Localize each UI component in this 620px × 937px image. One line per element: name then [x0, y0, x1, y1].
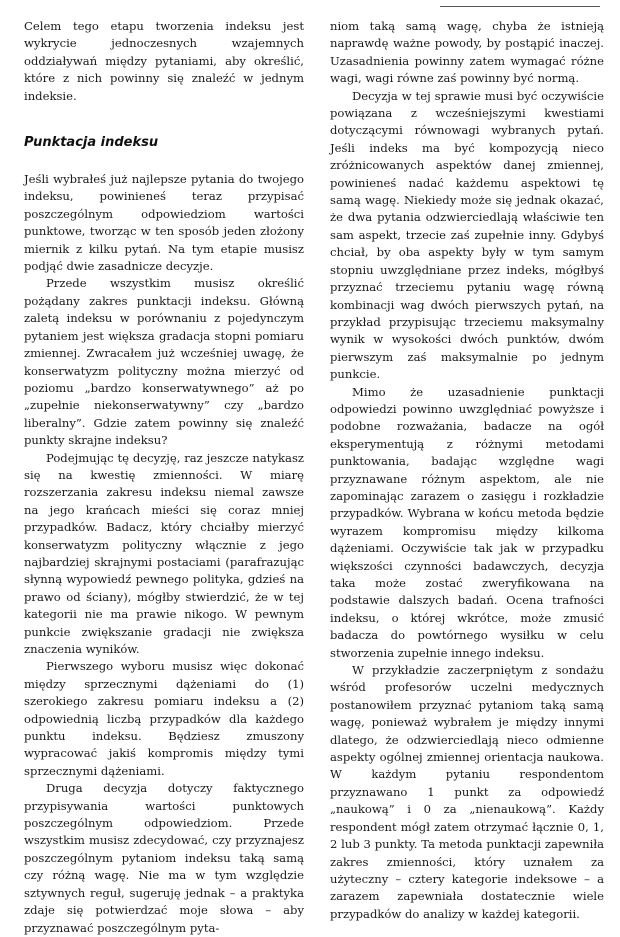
section-heading: Punktacja indeksu	[24, 135, 159, 151]
body-paragraph: Pierwszego wyboru musisz więc dokonać między sprzecznymi dążeniami do (1) szerokiego zakresu pomiaru indeksu a (2) odpowiednią liczbą przypadków dla każdego punktu indeksu. Będziesz zmuszony wypracować jakiś kompromis między tymi sprzecznymi dążeniami.	[24, 659, 304, 778]
running-header-rule	[440, 0, 600, 7]
intro-paragraph: Celem tego etapu tworzenia indeksu jest wykrycie jednoczesnych wzajemnych oddziaływań między pytaniami, aby określić, które z nich powinny się znaleźć w jednym indeksie.	[24, 19, 304, 103]
body-paragraph: Przede wszystkim musisz określić pożądany zakres punktacji indeksu. Główną zaletą indeksu w porównaniu z pojedynczym pytaniem jest większa gradacja stopni pomiaru zmiennej. Zwracałem już wcześniej uwagę, że konserwatyzm polityczny można mierzyć od poziomu „bardzo konserwatywnego” aż po „zupełnie niekonserwatywny” czy „bardzo liberalny”. Gdzie zatem powinny się znaleźć punkty skrajne indeksu?	[24, 276, 304, 448]
body-paragraph: Jeśli wybrałeś już najlepsze pytania do twojego indeksu, powinieneś teraz przypisać poszczególnym odpowiedziom wartości punktowe, tworząc w ten sposób jeden złożony miernik z kilku pytań. Na tym etapie musisz podjąć dwie zasadnicze decyzje.	[24, 172, 304, 274]
body-paragraph: Decyzja w tej sprawie musi być oczywiście powiązana z wcześniejszymi kwestiami dotyczącymi równowagi wybranych pytań. Jeśli indeks ma być kompozycją nieco zróżnicowanych aspektów danej zmiennej, powinieneś nadać każdemu aspektowi tę samą wagę. Niekiedy może się jednak okazać, że dwa pytania odzwierciedlają właściwie ten sam aspekt, trzecie zaś zupełnie inny. Gdybyś chciał, by oba aspekty były w tym samym stopniu uwzględniane przez indeks, mógłbyś przyznać trzeciemu pytaniu wagę równą kombinacji wag dwóch pierwszych pytań, na przykład przypisując trzeciemu maksymalny wynik w wysokości dwóch punktów, dwóm pierwszym zaś maksymalnie po jednym punkcie.	[330, 88, 604, 382]
body-paragraph: Podejmując tę decyzję, raz jeszcze natykasz się na kwestię zmienności. W miarę rozszerzania zakresu indeksu niemal zawsze na jego krańcach mieści się coraz mniej przypadków. Badacz, który chciałby mierzyć konserwatyzm polityczny włącznie z jego najbardziej skrajnymi postaciami (parafrazując słynną wypowiedź pewnego polityka, gdzieś na prawo od ściany), mógłby stwierdzić, że w tej kategorii nie ma prawie nikogo. W pewnym punkcie zwiększanie gradacji nie zwiększa znaczenia wyników.	[24, 450, 304, 656]
left-column	[24, 18, 304, 937]
right-column	[330, 18, 604, 923]
body-paragraph: W przykładzie zaczerpniętym z sondażu wśród profesorów uczelni medycznych postanowiłem przyznać pytaniom taką samą wagę, ponieważ wybrałem je między innymi dlatego, że odzwierciedlają nieco odmienne aspekty ogólnej zmiennej orientacja naukowa. W każdym pytaniu respondentom przyznawano 1 punkt za odpowiedź „naukową” i 0 za „nienaukową”. Każdy respondent mógł zatem otrzymać łącznie 0, 1, 2 lub 3 punkty. Ta metoda punktacji zapewniła zakres zmienności, który uznałem za użyteczny – cztery kategorie indeksowe – a zarazem zapewniała dostatecznie wiele przypadków do analizy w każdej kategorii.	[330, 663, 604, 921]
body-paragraph: Druga decyzja dotyczy faktycznego przypisywania wartości punktowych poszczególnym odpowiedziom. Przede wszystkim musisz zdecydować, czy przyznajesz poszczególnym pytaniom indeksu taką samą czy różną wagę. Nie ma w tym względzie sztywnych reguł, sugeruję jednak – a praktyka zdaje się potwierdzać moje słowa – aby przyznawać poszczególnym pyta-	[24, 781, 304, 935]
body-paragraph: niom taką samą wagę, chyba że istnieją naprawdę ważne powody, by postąpić inaczej. Uzasadnienia powinny zatem wymagać różne wagi, wagi równe zaś powinny być normą.	[330, 19, 604, 86]
body-paragraph: Mimo że uzasadnienie punktacji odpowiedzi powinno uwzględniać powyższe i podobne rozważania, badacze na ogół eksperymentują z różnymi metodami punktowania, badając względne wagi przyznawane różnym aspektom, ale nie zapominając zarazem o zasięgu i rozkładzie przypadków. Wybrana w końcu metoda będzie wyrazem kompromisu między kilkoma dążeniami. Oczywiście tak jak w przypadku większości czynności badawczych, decyzja taka może zostać zweryfikowana na podstawie dalszych badań. Ocena trafności indeksu, o której wkrótce, może zmusić badacza do powtórnego wysiłku w celu stworzenia zupełnie innego indeksu.	[330, 384, 604, 660]
